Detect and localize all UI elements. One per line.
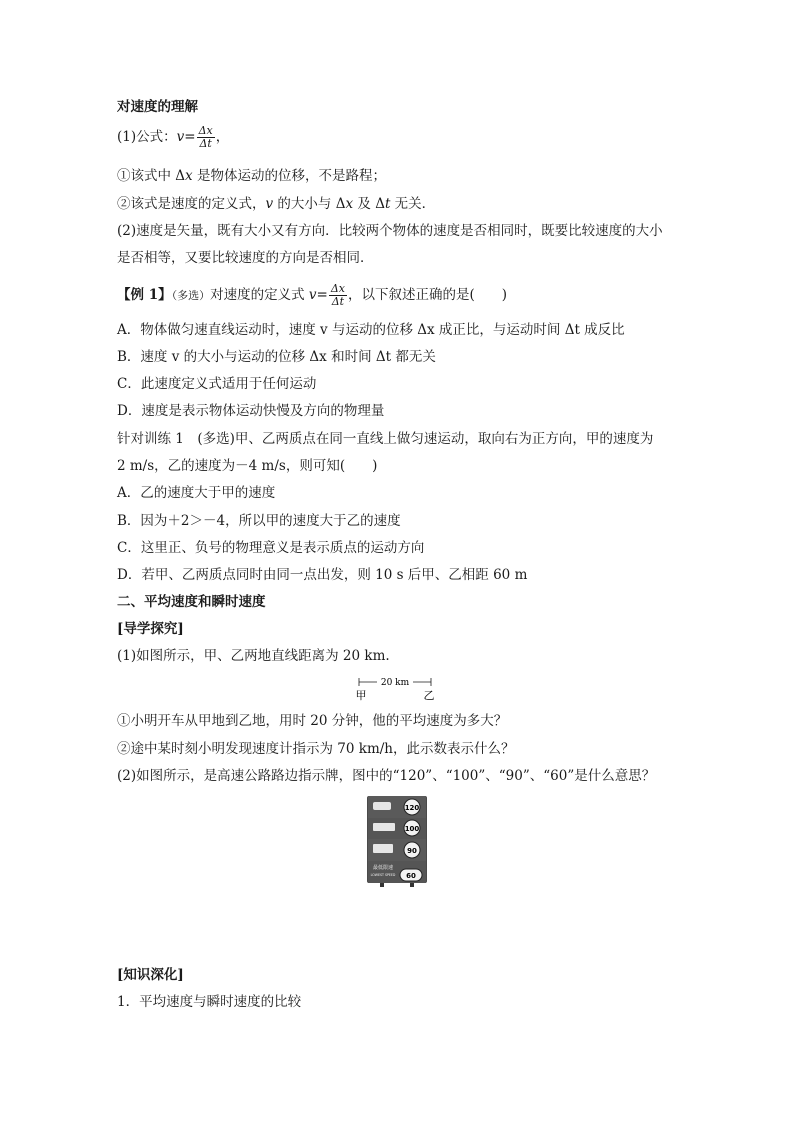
example-tag: 【例 1】 [117, 287, 172, 303]
question-1b: ②途中某时刻小明发现速度计指示为 70 km/h，此示数表示什么？ [117, 741, 515, 757]
limit-90: 90 [407, 847, 417, 855]
limit-100: 100 [404, 825, 420, 833]
deepen-item-1: 1．平均速度与瞬时速度的比较 [117, 994, 302, 1010]
note-3-line-1: (2)速度是矢量，既有大小又有方向．比较两个物体的速度是否相同时，既要比较速度的大小 [117, 223, 663, 239]
sign-post-right [410, 883, 414, 887]
training-1-line-1: 针对训练 1 (多选)甲、乙两质点在同一直线上做匀速运动，取向右为正方向，甲的速度为 [117, 431, 654, 447]
distance-diagram [355, 673, 435, 701]
velocity-fraction: $\frac{\Delta x}{\Delta t}$ [330, 282, 345, 308]
speed-limit-sign [366, 795, 428, 887]
point-yi-label: 乙 [423, 689, 435, 701]
example-1-option-c: C．此速度定义式适用于任何运动 [117, 376, 317, 392]
guide-tag: [导学探究] [117, 621, 184, 637]
example-1-option-b: B．速度 v 的大小与运动的位移 Δx 和时间 Δt 都无关 [117, 349, 436, 365]
note-3-line-2: 是否相等，又要比较速度的方向是否相同． [117, 250, 374, 266]
training-1-option-a: A．乙的速度大于甲的速度 [117, 485, 276, 501]
section-title: 对速度的理解 [117, 99, 198, 115]
question-2: (2)如图所示，是高速公路路边指示牌，图中的“120”、“100”、“90”、“60”是什么意思？ [117, 768, 656, 784]
sign-post-left [380, 883, 384, 887]
limit-60: 60 [406, 872, 416, 880]
car-icon [373, 802, 391, 810]
formula-line: (1)公式：v= $\frac{\Delta x}{\Delta t}$ ， [117, 124, 230, 150]
note-1: ①该式中 Δx 是物体运动的位移，不是路程； [117, 168, 386, 184]
min-speed-label-en: LOWEST SPEED [370, 873, 396, 877]
training-1-line-2: 2 m/s，乙的速度为－4 m/s，则可知( ) [117, 458, 378, 474]
velocity-fraction: $\frac{\Delta x}{\Delta t}$ [198, 124, 213, 150]
note-2: ②该式是速度的定义式，v 的大小与 Δx 及 Δt 无关． [117, 196, 436, 212]
min-speed-label-cn: 最低限速 [372, 865, 394, 871]
section-2-title: 二、平均速度和瞬时速度 [117, 594, 266, 610]
question-1: (1)如图所示，甲、乙两地直线距离为 20 km. [117, 648, 390, 664]
distance-label: 20 km [380, 678, 410, 688]
bus-icon [373, 823, 395, 831]
point-jia-label: 甲 [355, 689, 367, 701]
question-1a: ①小明开车从甲地到乙地，用时 20 分钟，他的平均速度为多大？ [117, 713, 508, 729]
limit-120: 120 [404, 804, 420, 812]
example-1-option-a: A．物体做匀速直线运动时，速度 v 与运动的位移 Δx 成正比，与运动时间 Δt 成反比 [117, 322, 625, 338]
example-1-stem: 【例 1】（多选）对速度的定义式 v= $\frac{\Delta x}{\Delta t}$ ，以下叙述正确的是( ) [117, 282, 508, 308]
training-1-option-c: C．这里正、负号的物理意义是表示质点的运动方向 [117, 540, 425, 556]
truck-icon [373, 844, 393, 853]
deepen-tag: [知识深化] [117, 967, 184, 983]
example-1-option-d: D．速度是表示物体运动快慢及方向的物理量 [117, 403, 385, 419]
training-1-option-b: B．因为＋2＞－4，所以甲的速度大于乙的速度 [117, 513, 401, 529]
training-1-option-d: D．若甲、乙两质点同时由同一点出发，则 10 s 后甲、乙相距 60 m [117, 567, 528, 583]
